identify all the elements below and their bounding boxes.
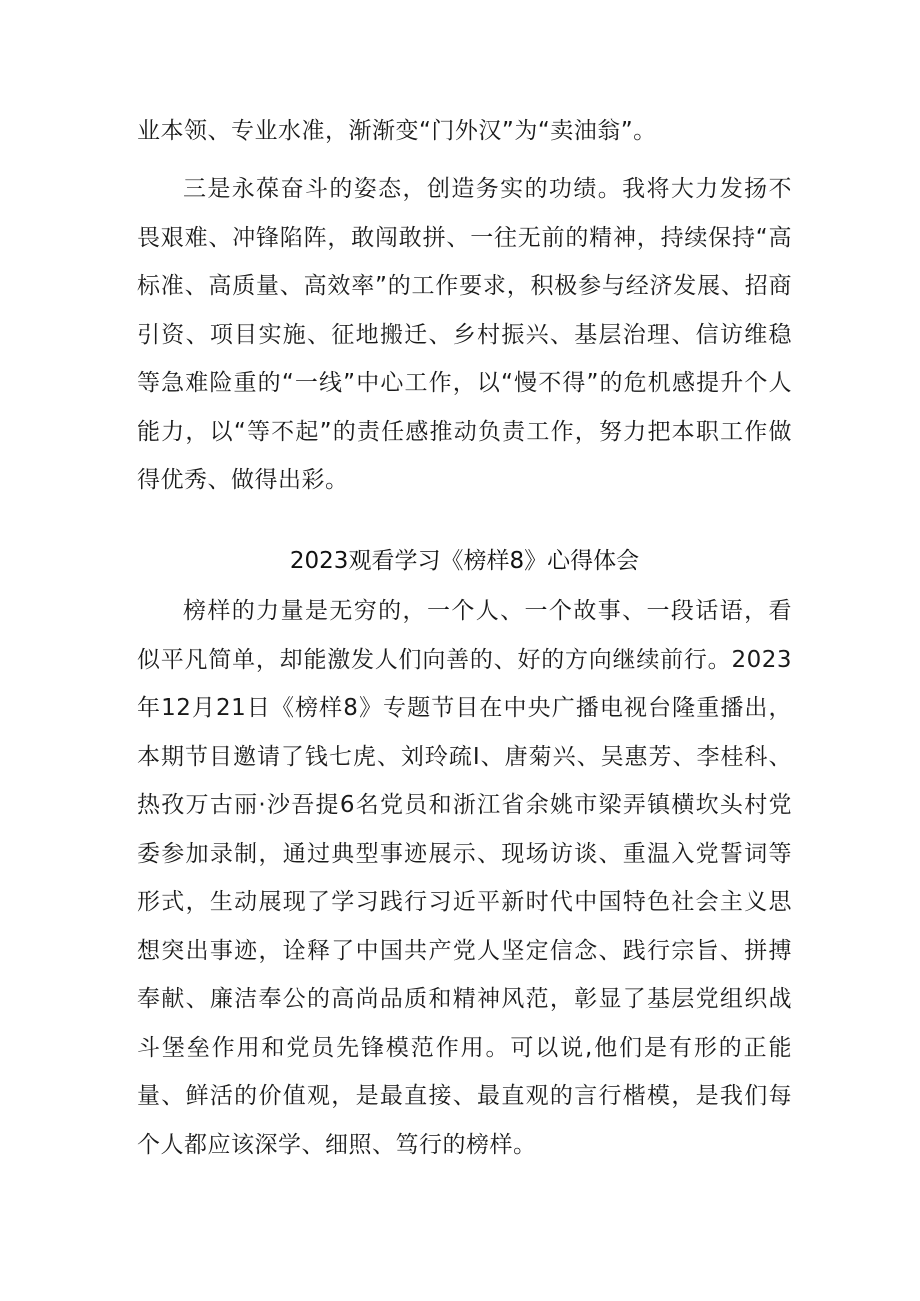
section-title: 2023观看学习《榜样8》心得体会 — [289, 548, 640, 574]
paragraph-point-three: 三是永葆奋斗的姿态，创造务实的功绩。我将大力发扬不畏艰难、冲锋陷阵，敢闯敢拼、一往无前的精神，持续保持“高标准、高质量、高效率”的工作要求，积极参与经济发展、招商引资、项目实施、征地搬迁、乡村振兴、基层治理、信访维稳等急难险重的“一线”中心工作，以“慢不得”的危机感提升个人能力，以“等不起”的责任感推动负责工作，努力把本职工作做得优秀、做得出彩。 — [137, 176, 792, 493]
paragraph-continuation: 业本领、专业水准，渐渐变“门外汉”为“卖油翁”。 — [137, 118, 657, 144]
paragraph-section-body: 榜样的力量是无穷的，一个人、一个故事、一段话语，看似平凡简单，却能激发人们向善的、好的方向继续前行。2023年12月21日《榜样8》专题节目在中央广播电视台隆重播出，本期节目邀请了钱七虎、刘玲疏I、唐菊兴、吴惠芳、李桂科、热孜万古丽·沙吾提6名党员和浙江省余姚市梁弄镇横坎头村党委参加录制，通过典型事迹展示、现场访谈、重温入党誓词等形式，生动展现了学习践行习近平新时代中国特色社会主义思想突出事迹，诠释了中国共产党人坚定信念、践行宗旨、拼搏奉献、廉洁奉公的高尚品质和精神风范，彰显了基层党组织战斗堡垒作用和党员先锋模范作用。可以说,他们是有形的正能量、鲜活的价值观，是最直接、最直观的言行楷模，是我们每个人都应该深学、细照、笃行的榜样。 — [137, 598, 792, 1158]
